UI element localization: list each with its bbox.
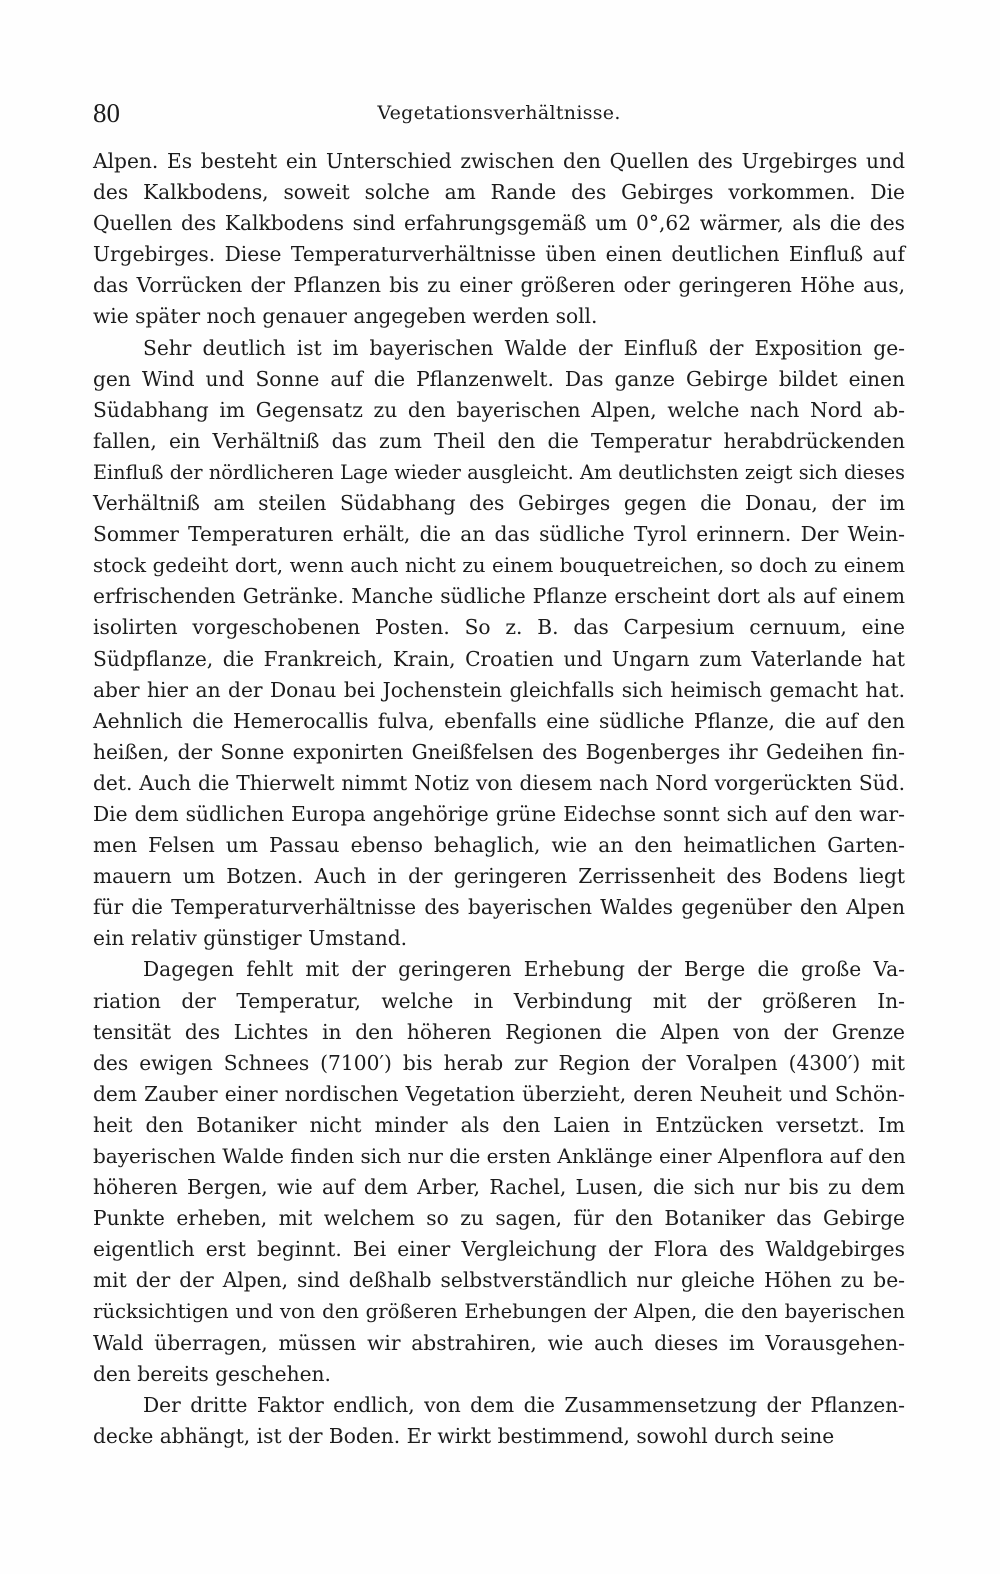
text-line: Urgebirges. Diese Temperaturverhältnisse üben einen deutlichen Einfluß auf: [93, 242, 905, 267]
text-line: gen Wind und Sonne auf die Pflanzenwelt. Das ganze Gebirge bildet einen: [93, 366, 905, 391]
page-header: [93, 96, 905, 136]
text-line: für die Temperaturverhältnisse des bayerischen Waldes gegenüber den Alpen: [93, 895, 905, 920]
text-line: höheren Bergen, wie auf dem Arber, Rachel, Lusen, die sich nur bis zu dem: [93, 1175, 905, 1200]
text-line: men Felsen um Passau ebenso behaglich, wie an den heimatlichen Garten-: [93, 833, 905, 858]
text-line: Punkte erheben, mit welchem so zu sagen, für den Botaniker das Gebirge: [93, 1206, 905, 1231]
text-line: Einfluß der nördlicheren Lage wieder ausgleicht. Am deutlichsten zeigt sich dieses: [93, 460, 905, 484]
text-line: des Kalkbodens, soweit solche am Rande des Gebirges vorkommen. Die: [93, 180, 905, 205]
text-line: aber hier an der Donau bei Jochenstein gleichfalls sich heimisch gemacht hat.: [93, 677, 905, 702]
text-line: des ewigen Schnees (7100′) bis herab zur Region der Voralpen (4300′) mit: [93, 1050, 905, 1075]
text-line: mit der der Alpen, sind deßhalb selbstverständlich nur gleiche Höhen zu be-: [93, 1268, 905, 1293]
text-line: rücksichtigen und von den größeren Erhebungen der Alpen, die den bayerischen: [93, 1300, 905, 1324]
text-line: das Vorrücken der Pflanzen bis zu einer größeren oder geringeren Höhe aus,: [93, 273, 905, 298]
text-body: [93, 146, 905, 1452]
text-line: fallen, ein Verhältniß das zum Theil den die Temperatur herabdrückenden: [93, 428, 905, 453]
text-line: stock gedeiht dort, wenn auch nicht zu einem bouquetreichen, so doch zu einem: [93, 554, 905, 578]
text-line: Quellen des Kalkbodens sind erfahrungsgemäß um 0°,62 wärmer, als die des: [93, 211, 905, 236]
text-line: dem Zauber einer nordischen Vegetation überzieht, deren Neuheit und Schön-: [93, 1081, 905, 1106]
text-line: isolirten vorgeschobenen Posten. So z. B. das Carpesium cernuum, eine: [93, 615, 905, 640]
text-line: Verhältniß am steilen Südabhang des Gebirges gegen die Donau, der im: [93, 491, 905, 516]
text-line: det. Auch die Thierwelt nimmt Notiz von diesem nach Nord vorgerückten Süd.: [93, 770, 905, 795]
text-line: Südpflanze, die Frankreich, Krain, Croatien und Ungarn zum Vaterlande hat: [93, 646, 905, 671]
text-line: den bereits geschehen.: [93, 1361, 331, 1386]
text-line: ein relativ günstiger Umstand.: [93, 926, 408, 951]
text-line: Alpen. Es besteht ein Unterschied zwischen den Quellen des Urgebirges und: [93, 149, 905, 173]
text-line: eigentlich erst beginnt. Bei einer Vergleichung der Flora des Waldgebirges: [93, 1237, 905, 1262]
text-line: Der dritte Faktor endlich, von dem die Zusammensetzung der Pflanzen-: [143, 1392, 905, 1417]
text-line: Aehnlich die Hemerocallis fulva, ebenfalls eine südliche Pflanze, die auf den: [93, 708, 905, 733]
text-line: Sehr deutlich ist im bayerischen Walde der Einfluß der Exposition ge-: [143, 335, 905, 360]
text-line: Sommer Temperaturen erhält, die an das südliche Tyrol erinnern. Der Wein-: [93, 522, 905, 547]
text-line: riation der Temperatur, welche in Verbindung mit der größeren In-: [93, 988, 905, 1013]
page-number: 80: [93, 98, 120, 128]
text-line: decke abhängt, ist der Boden. Er wirkt bestimmend, sowohl durch seine: [93, 1423, 835, 1448]
text-line: Südabhang im Gegensatz zu den bayerischen Alpen, welche nach Nord ab-: [93, 397, 905, 422]
text-line: Die dem südlichen Europa angehörige grüne Eidechse sonnt sich auf den war-: [93, 801, 905, 826]
text-line: tensität des Lichtes in den höheren Regionen die Alpen von der Grenze: [93, 1019, 905, 1044]
text-line: mauern um Botzen. Auch in der geringeren Zerrissenheit des Bodens liegt: [93, 864, 905, 889]
text-line: erfrischenden Getränke. Manche südliche Pflanze erscheint dort als auf einem: [93, 584, 905, 609]
text-line: wie später noch genauer angegeben werden soll.: [93, 304, 598, 329]
text-line: Dagegen fehlt mit der geringeren Erhebung der Berge die große Va-: [143, 957, 905, 982]
text-line: heißen, der Sonne exponirten Gneißfelsen des Bogenberges ihr Gedeihen fin-: [93, 739, 905, 764]
text-line: Wald überragen, müssen wir abstrahiren, wie auch dieses im Vorausgehen-: [93, 1330, 905, 1355]
running-head: Vegetationsverhältnisse.: [377, 102, 621, 124]
text-line: heit den Botaniker nicht minder als den Laien in Entzücken versetzt. Im: [93, 1112, 905, 1137]
text-line: bayerischen Walde finden sich nur die ersten Anklänge einer Alpenflora auf den: [93, 1144, 906, 1168]
